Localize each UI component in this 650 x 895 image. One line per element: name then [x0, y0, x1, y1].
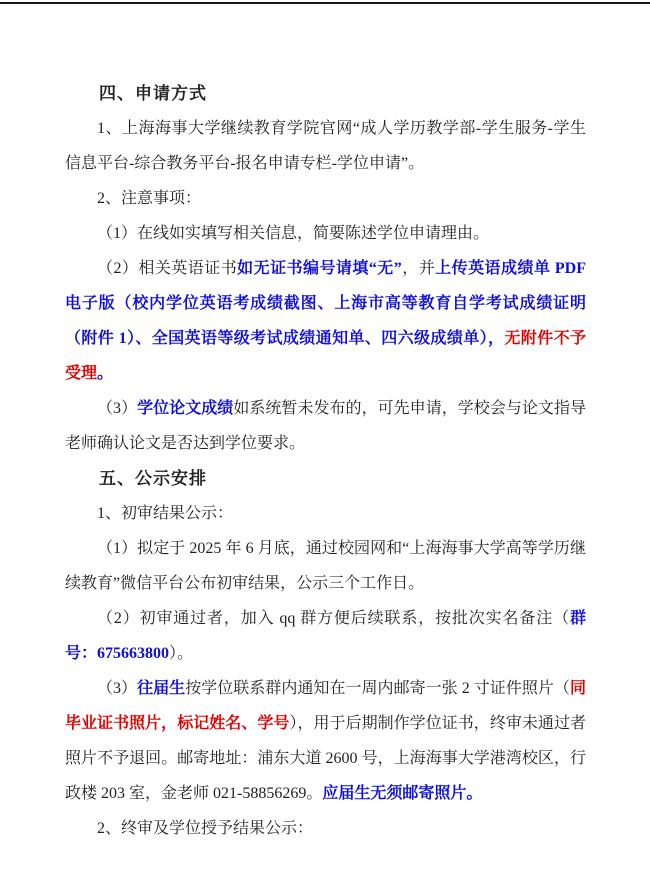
text-run-blue-emphasis: 往届生: [137, 680, 186, 697]
text-run: 按学位联系群内通知在一周内邮寄一张 2 寸证件照片（: [185, 680, 570, 697]
para-note-1: [65, 216, 586, 251]
para-notes-title: [65, 181, 586, 216]
text-run-blue-emphasis: 学位论文成绩: [137, 400, 234, 417]
para-final-review-title: [65, 811, 586, 846]
text-run: 2、注意事项：: [97, 190, 202, 207]
text-run: 如系统暂未发布的，可先申请，学校会与论文指导老师确认论文是否达到学位要求。: [65, 400, 586, 452]
text-run: （1）拟定于 2025 年 6 月底，通过校园网和“上海海事大学高等学历继续教育”微信平台公布初审结果，公示三个工作日。: [65, 540, 586, 592]
text-run: （1）在线如实填写相关信息，简要陈述学位申请理由。: [97, 225, 490, 242]
text-run: （2）相关英语证书: [97, 260, 238, 277]
text-run-qq-group-number: 群号：675663800: [65, 610, 586, 662]
text-run: ，并: [401, 260, 436, 277]
text-run-blue-emphasis: 应届生无须邮寄照片。: [322, 785, 483, 802]
text-run-red-warning: 无附件不予受理: [65, 330, 586, 382]
heading-text: 四、申请方式: [99, 84, 207, 103]
para-note-3: [65, 391, 586, 461]
section-heading-publicity-schedule: [65, 461, 586, 496]
text-run: ）。: [169, 645, 194, 662]
para-initial-review-2: [65, 601, 586, 671]
para-initial-review-1: [65, 531, 586, 601]
section-heading-application-method: [65, 76, 586, 111]
text-run-blue-emphasis: 上传英语成绩单 PDF 电子版（校内学位英语考成绩截图、上海市高等教育自学考试成绩证明（附件 1）、全国英语等级考试成绩通知单、四六级成绩单），: [65, 260, 586, 347]
text-run-red-photo-requirement: 同毕业证书照片，标记姓名、学号: [65, 680, 586, 732]
heading-text: 五、公示安排: [99, 469, 207, 488]
text-run: 1、初审结果公示：: [97, 505, 234, 522]
text-run: （2）初审通过者，加入 qq 群方便后续联系，按批次实名备注（: [97, 610, 570, 627]
text-run-blue-emphasis: 如无证书编号请填“无”: [237, 260, 402, 277]
text-run: 1、上海海事大学继续教育学院官网“成人学历教学部-学生服务-学生信息平台-综合教务平台-报名申请专栏-学位申请”。: [65, 120, 586, 172]
text-run: 2、终审及学位授予结果公示：: [97, 820, 314, 837]
text-run: ），用于后期制作学位证书，终审未通过者照片不予退回。邮寄地址：浦东大道 2600 号，上海海事大学港湾校区，行政楼 203 室，金老师 021-58856269。: [65, 715, 586, 802]
para-initial-review-3: [65, 671, 586, 811]
text-run: （3）: [97, 400, 138, 417]
text-run: （3）: [97, 680, 138, 697]
para-note-2: [65, 251, 586, 391]
para-initial-review-title: [65, 496, 586, 531]
text-run-blue-emphasis: 。: [97, 365, 114, 382]
para-official-site: [65, 111, 586, 181]
